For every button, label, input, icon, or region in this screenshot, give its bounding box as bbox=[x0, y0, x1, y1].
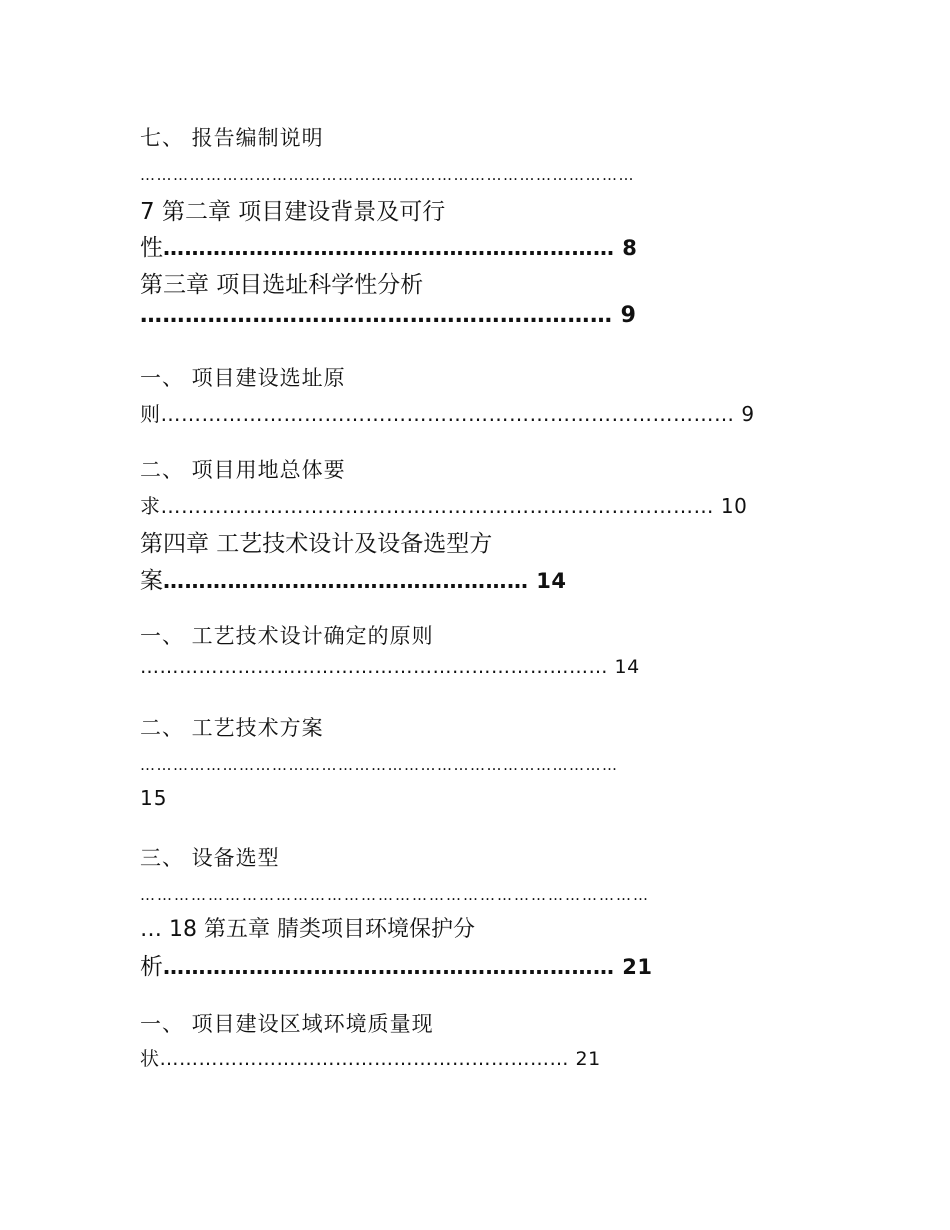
toc-leader-dots: ……………………………………………………………………………… bbox=[140, 166, 635, 184]
toc-leader-page: ……………………………………………………… 9 bbox=[140, 303, 637, 328]
toc-entry-section-2b: 二、 工艺技术方案 bbox=[140, 716, 324, 740]
toc-text: 性 bbox=[140, 235, 163, 261]
toc-leader-page: ……………………………………………………… 8 bbox=[163, 236, 638, 260]
toc-leader-dots: …………………………………………………………………………… bbox=[140, 756, 619, 774]
toc-text: 析 bbox=[140, 954, 163, 980]
toc-entry-section-2-cont: 求……………………………………………………………………… 10 bbox=[140, 494, 748, 518]
toc-entry-section-2: 二、 项目用地总体要 bbox=[140, 458, 346, 482]
toc-entry-section-1: 一、 项目建设选址原 bbox=[140, 366, 346, 390]
toc-entry-chapter-2-cont bbox=[140, 229, 637, 262]
toc-entry-section-1c: 一、 项目建设区域环境质量现 bbox=[140, 1012, 434, 1036]
toc-entry-chapter-3: 第三章 项目选址科学性分析 bbox=[140, 272, 424, 298]
toc-entry-chapter-4: 第四章 工艺技术设计及设备选型方 bbox=[140, 531, 493, 557]
toc-entry-section-1-cont: 则………………………………………………………………………… 9 bbox=[140, 402, 755, 426]
toc-entry-chapter-4-cont bbox=[140, 562, 567, 595]
toc-leader-page: ……………………………………………………… 21 bbox=[163, 955, 653, 979]
toc-entry-section-3b: 三、 设备选型 bbox=[140, 846, 280, 870]
toc-entry-section-7: 七、 报告编制说明 bbox=[140, 126, 324, 150]
toc-entry-section-1c-cont: 状……………………………………………………… 21 bbox=[140, 1048, 601, 1070]
toc-text: 案 bbox=[140, 568, 163, 594]
toc-entry-chapter-5: … 18 第五章 腈类项目环境保护分 bbox=[140, 917, 475, 942]
toc-leader-page: ……………………………………………………………… 14 bbox=[140, 656, 640, 678]
toc-entry-chapter-2: 7 第二章 项目建设背景及可行 bbox=[140, 199, 446, 225]
toc-page-number: 15 bbox=[140, 786, 168, 810]
toc-leader-page: …………………………………………… 14 bbox=[163, 569, 567, 593]
toc-leader-dots: ……………………………………………………………………………… bbox=[140, 886, 650, 904]
toc-entry-chapter-5-cont bbox=[140, 948, 653, 981]
toc-entry-section-1b: 一、 工艺技术设计确定的原则 bbox=[140, 624, 434, 648]
